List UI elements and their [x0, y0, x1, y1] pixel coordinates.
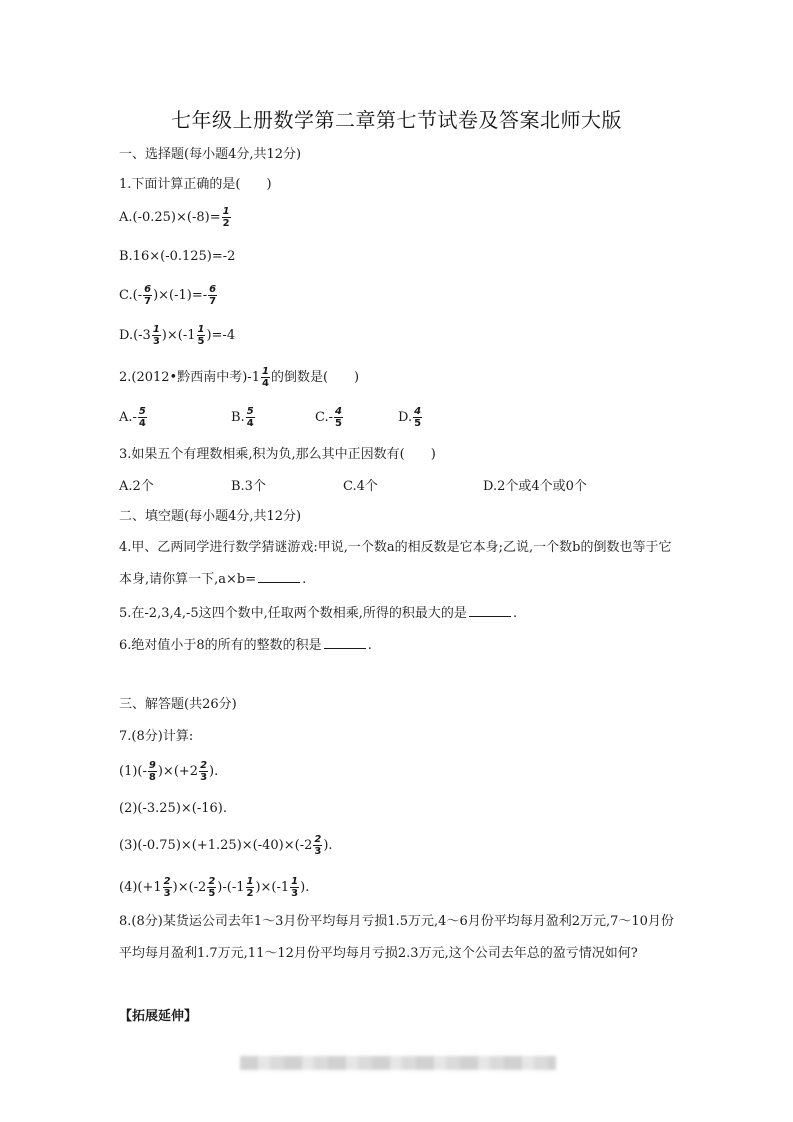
q3-option-c: C.4个 — [343, 479, 378, 494]
fraction-denominator: 5 — [335, 418, 342, 429]
q7-p4-m1: )×(-2 — [172, 880, 207, 895]
q4-text — [119, 532, 679, 596]
q2-option-a — [119, 406, 148, 429]
q1-d-pre: D.(-3 — [119, 328, 151, 343]
q3-stem: 3.如果五个有理数相乘,积为负,那么其中正因数有( ) — [119, 447, 436, 462]
q5-answer-blank[interactable] — [469, 604, 511, 617]
fraction-denominator: 7 — [209, 296, 217, 307]
fraction-numerator: 4 — [414, 406, 422, 417]
q7-p1-pre: (1)(- — [119, 764, 147, 779]
section2-heading: 二、填空题(每小题4分,共12分) — [119, 509, 302, 524]
q7-p3-fraction — [313, 834, 322, 857]
q1-c-mid: )×(-1)=- — [153, 288, 208, 303]
q2-c-fraction — [334, 406, 343, 429]
fraction-denominator: 7 — [144, 296, 152, 307]
fraction-denominator: 4 — [246, 418, 254, 429]
q3-option-b: B.3个 — [231, 479, 266, 494]
q7-p4-pre: (4)(+1 — [119, 880, 162, 895]
fraction-denominator: 5 — [208, 888, 216, 899]
fraction-denominator: 5 — [197, 336, 205, 347]
q5-text-post: . — [512, 606, 518, 621]
fraction-numerator: 1 — [261, 366, 269, 377]
q2-stem-post: 的倒数是( ) — [270, 370, 360, 385]
fraction-denominator: 4 — [261, 378, 269, 389]
fraction-numerator: 1 — [291, 876, 299, 887]
q7-p1-mid: )×(+2 — [157, 764, 199, 779]
q7-p4-post: ). — [300, 880, 310, 895]
q2-stem-pre: 2.(2012•黔西南中考)-1 — [119, 370, 260, 385]
q7-p4-fraction-1 — [163, 876, 172, 899]
q1-d-fraction-1 — [152, 324, 161, 347]
blurred-footer-watermark — [240, 1056, 556, 1070]
q7-part-1 — [119, 760, 218, 783]
q1-stem: 1.下面计算正确的是( ) — [119, 177, 272, 192]
q1-c-fraction-2 — [208, 284, 217, 307]
fraction-numerator: 2 — [163, 876, 171, 887]
q2-option-b — [231, 406, 256, 429]
q7-p1-fraction-2 — [199, 760, 208, 783]
q2-b-pre: B. — [231, 410, 245, 425]
q2-stem-fraction — [261, 366, 270, 389]
fraction-denominator: 5 — [414, 418, 422, 429]
q1-c-fraction-1 — [143, 284, 152, 307]
fraction-denominator: 3 — [163, 888, 171, 899]
extension-label: 【拓展延伸】 — [119, 1009, 198, 1024]
q7-p4-fraction-4 — [290, 876, 299, 899]
q2-a-pre: A.- — [119, 410, 137, 425]
q7-p4-fraction-2 — [207, 876, 216, 899]
fraction-numerator: 2 — [200, 760, 208, 771]
q2-stem — [119, 366, 359, 389]
q6-answer-blank[interactable] — [324, 636, 366, 649]
q1-a-fraction — [222, 206, 231, 229]
q1-a-text: A.(-0.25)×(-8)= — [119, 210, 221, 225]
fraction-numerator: 1 — [152, 324, 160, 335]
fraction-denominator: 3 — [200, 772, 208, 783]
q7-p1-post: ). — [209, 764, 219, 779]
q7-p1-fraction-1 — [148, 760, 157, 783]
fraction-denominator: 2 — [222, 218, 230, 229]
fraction-numerator: 2 — [208, 876, 216, 887]
q4-answer-blank[interactable] — [258, 570, 300, 583]
q1-d-mid: )×(-1 — [161, 328, 196, 343]
q7-p3-post: ). — [323, 838, 333, 853]
fraction-denominator: 3 — [314, 846, 322, 857]
q7-p3-pre: (3)(-0.75)×(+1.25)×(-40)×(-2 — [119, 838, 313, 853]
q7-part-3 — [119, 834, 333, 857]
q8-text: 8.(8分)某货运公司去年1～3月份平均每月亏损1.5万元,4～6月份平均每月盈利2万元,7～10月份平均每月盈利1.7万元,11～12月份平均每月亏损2.3万元,这个公司去年总的盈亏情况如何? — [119, 914, 674, 961]
q2-option-c — [315, 406, 344, 429]
fraction-numerator: 1 — [246, 876, 254, 887]
q2-d-fraction — [413, 406, 422, 429]
q3-option-d: D.2个或4个或0个 — [483, 479, 587, 494]
q6-text — [119, 636, 372, 655]
q7-p4-m3: )×(-1 — [255, 880, 290, 895]
q7-p4-m2: )-(-1 — [217, 880, 245, 895]
fraction-denominator: 8 — [148, 772, 156, 783]
q7-part-4 — [119, 876, 309, 899]
fraction-numerator: 1 — [197, 324, 205, 335]
fraction-denominator: 4 — [138, 418, 146, 429]
q2-c-pre: C.- — [315, 410, 334, 425]
page-title: 七年级上册数学第二章第七节试卷及答案北师大版 — [171, 108, 622, 132]
fraction-numerator: 9 — [148, 760, 156, 771]
q5-text-pre: 5.在-2,3,4,-5这四个数中,任取两个数相乘,所得的积最大的是 — [119, 606, 467, 621]
q5-text — [119, 604, 517, 623]
fraction-denominator: 3 — [291, 888, 299, 899]
fraction-numerator: 5 — [246, 406, 254, 417]
fraction-numerator: 5 — [138, 406, 146, 417]
q1-d-fraction-2 — [197, 324, 206, 347]
q7-stem: 7.(8分)计算: — [119, 729, 194, 744]
q1-option-b: B.16×(-0.125)=-2 — [119, 249, 236, 264]
q4-text-post: . — [302, 572, 307, 587]
fraction-numerator: 6 — [209, 284, 217, 295]
fraction-numerator: 6 — [144, 284, 152, 295]
section3-heading: 三、解答题(共26分) — [119, 697, 237, 712]
q1-d-post: )=-4 — [206, 328, 236, 343]
q6-text-pre: 6.绝对值小于8的所有的整数的积是 — [119, 638, 322, 653]
fraction-denominator: 3 — [152, 336, 160, 347]
fraction-denominator: 2 — [246, 888, 254, 899]
q7-part-2: (2)(-3.25)×(-16). — [119, 801, 227, 816]
q2-d-pre: D. — [398, 410, 413, 425]
fraction-numerator: 1 — [222, 206, 230, 217]
q2-b-fraction — [246, 406, 255, 429]
q1-option-c — [119, 284, 218, 307]
fraction-numerator: 2 — [314, 834, 322, 845]
q7-p4-fraction-3 — [246, 876, 255, 899]
q2-option-d — [398, 406, 423, 429]
q1-c-pre: C.(- — [119, 288, 143, 303]
fraction-numerator: 4 — [335, 406, 342, 417]
q6-text-post: . — [367, 638, 372, 653]
q2-a-fraction — [138, 406, 147, 429]
q1-option-d — [119, 324, 235, 347]
q3-option-a: A.2个 — [119, 479, 154, 494]
section1-heading: 一、选择题(每小题4分,共12分) — [119, 147, 302, 162]
q4-text-pre: 4.甲、乙两同学进行数学猜谜游戏:甲说,一个数a的相反数是它本身;乙说,一个数b的倒数也等于它本身,请你算一下,a×b= — [119, 540, 672, 587]
q1-option-a — [119, 206, 232, 229]
